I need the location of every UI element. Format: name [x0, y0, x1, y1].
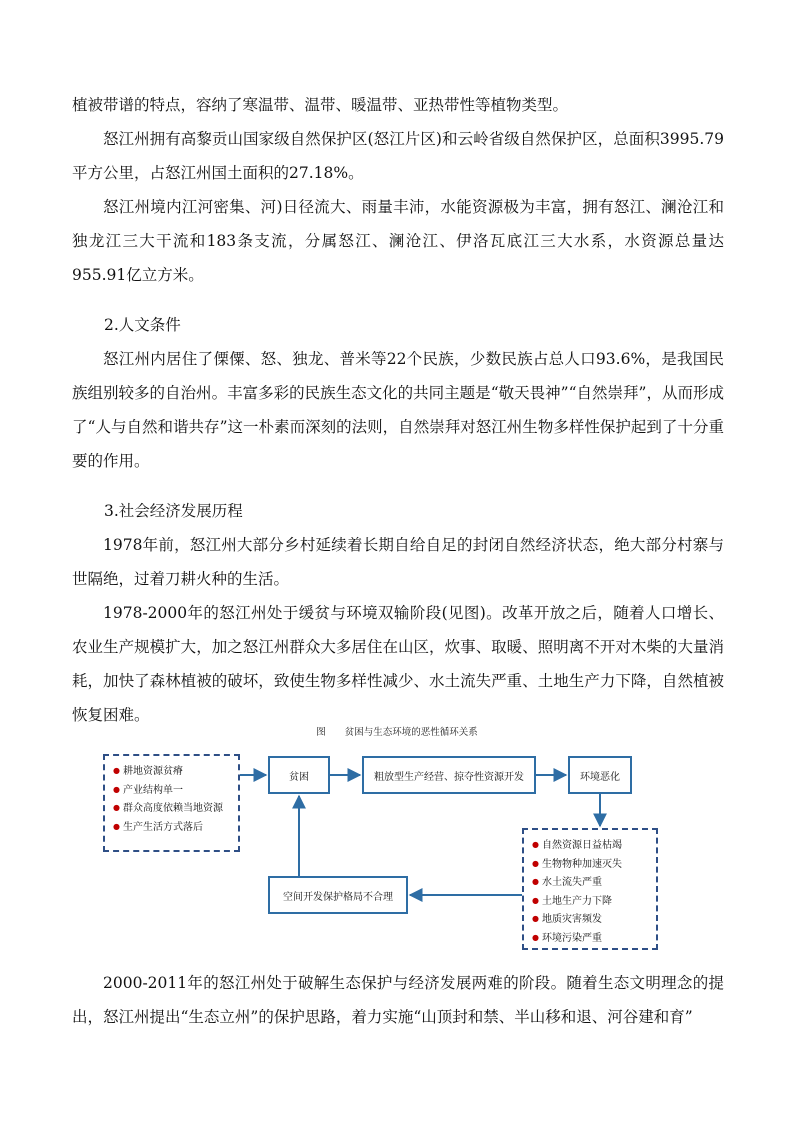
spatial-label: 空间开发保护格局不合理: [283, 891, 393, 903]
effect-item: ● 生物物种加速灭失: [532, 855, 648, 874]
cause-item: ● 耕地资源贫瘠: [113, 762, 230, 781]
paragraph-culture: 怒江州内居住了傈僳、怒、独龙、普米等22个民族，少数民族占总人口93.6%，是我国民族组别较多的自治州。丰富多彩的民族生态文化的共同主题是“敬天畏神”“自然崇拜”，从而形成了“人与自然和谐共存”这一朴素而深刻的法则，自然崇拜对怒江州生物多样性保护起到了十分重要的作用。: [72, 350, 724, 470]
paragraph-1978-2000: 1978-2000年的怒江州处于缓贫与环境双输阶段(见图)。改革开放之后，随着人口增长、农业生产规模扩大，加之怒江州群众大多居住在山区，炊事、取暖、照明离不开对木柴的大量消耗，加快了森林植被的破坏，致使生物多样性减少、水土流失严重、土地生产力下降，自然植被恢复困难。: [72, 604, 724, 724]
paragraph-reserves: 怒江州拥有高黎贡山国家级自然保护区(怒江片区)和云岭省级自然保护区，总面积3995.79平方公里，占怒江州国土面积的27.18%。: [72, 130, 724, 182]
effect-item: ● 水土流失严重: [532, 873, 648, 892]
effect-item: ● 土地生产力下降: [532, 892, 648, 911]
heading-economy: 3.社会经济发展历程: [104, 502, 243, 520]
heading-culture: 2.人文条件: [104, 316, 181, 334]
paragraph-before-1978: 1978年前，怒江州大部分乡村延续着长期自给自足的封闭自然经济状态，绝大部分村寨与世隔绝，过着刀耕火种的生活。: [72, 536, 724, 588]
figure-title: 贫困与生态环境的恶性循环关系: [344, 727, 478, 738]
cause-item: ● 生产生活方式落后: [113, 818, 230, 837]
effect-item: ● 地质灾害频发: [532, 910, 648, 929]
paragraph-vegetation: 植被带谱的特点，容纳了寒温带、温带、暖温带、亚热带性等植物类型。: [72, 96, 569, 114]
development-label: 粗放型生产经营、掠夺性资源开发: [374, 771, 524, 783]
paragraph-rivers: 怒江州境内江河密集、河)日径流大、雨量丰沛，水能资源极为丰富，拥有怒江、澜沧江和独龙江三大干流和183条支流，分属怒江、澜沧江、伊洛瓦底江三大水系，水资源总量达955.91亿立方米。: [72, 198, 724, 284]
figure-label: 图: [316, 727, 326, 738]
degradation-label: 环境恶化: [580, 771, 620, 783]
effect-item: ● 环境污染严重: [532, 929, 648, 948]
poverty-label: 贫困: [289, 771, 309, 783]
paragraph-2000-2011: 2000-2011年的怒江州处于破解生态保护与经济发展两难的阶段。随着生态文明理念的提出，怒江州提出“生态立州”的保护思路，着力实施“山顶封和禁、半山移和退、河谷建和育”: [72, 974, 724, 1026]
cause-item: ● 产业结构单一: [113, 781, 230, 800]
cause-item: ● 群众高度依赖当地资源: [113, 799, 230, 818]
effect-item: ● 自然资源日益枯竭: [532, 836, 648, 855]
